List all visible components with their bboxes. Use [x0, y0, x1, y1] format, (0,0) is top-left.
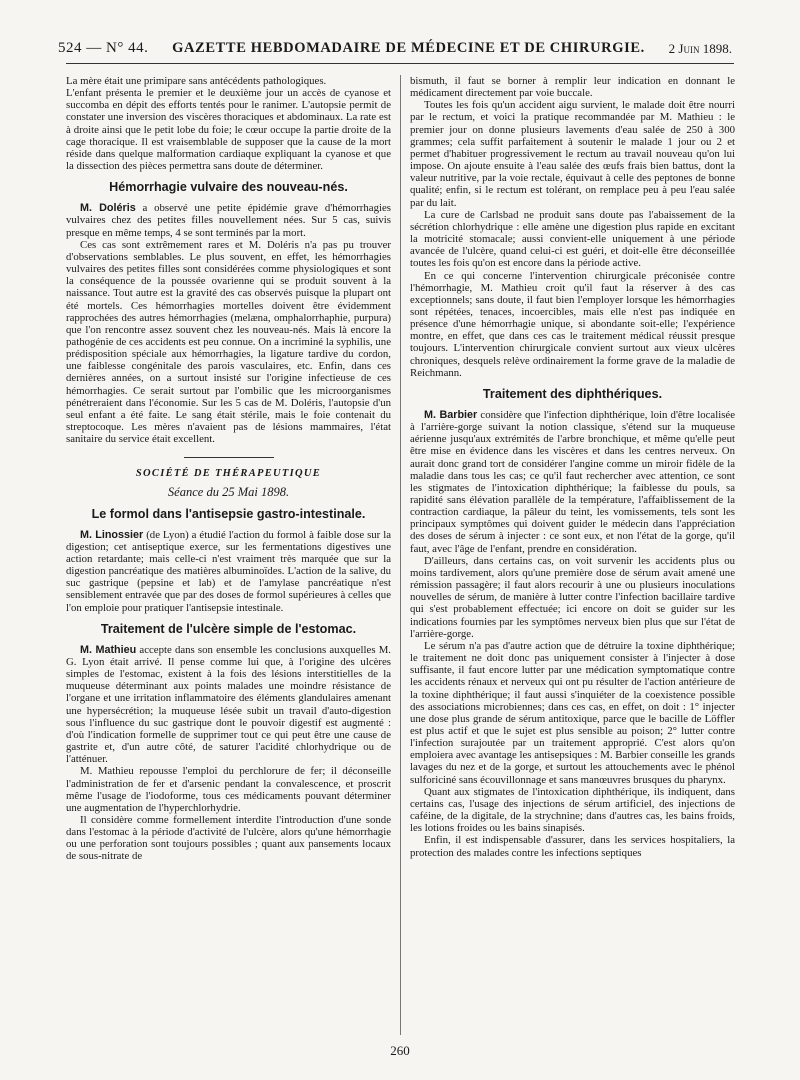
- paragraph: M. Mathieu repousse l'emploi du perchlorure de fer; il déconseille l'administration de fer et d'arsenic pendant la convalescence, et proscrit même l'usage de l'iodoforme, tous ces médicaments pouvant déterminer une augmentation de l'hyperchlorhydrie.: [66, 765, 391, 814]
- author-name: M. Barbier: [424, 408, 478, 421]
- issue-date: 2 Juin 1898.: [668, 41, 732, 56]
- running-header: [58, 35, 732, 57]
- seance-date: Séance du 25 Mai 1898.: [167, 484, 290, 499]
- journal-title: GAZETTE HEBDOMADAIRE DE MÉDECINE ET DE CHIRURGIE.: [172, 40, 645, 56]
- left-column: [66, 75, 391, 1037]
- section-title: Le formol dans l'antisepsie gastro-intestinale.: [91, 506, 366, 521]
- paragraph: Quant aux stigmates de l'intoxication diphthérique, ils indiquent, dans certains cas, l'usage des injections de sérum artificiel, des injections de caféine, de la digitale, de la strychnine; dans d'autres cas, les bains froids, les lotions froides ou les bains sinapisés.: [410, 785, 735, 835]
- paragraph: En ce qui concerne l'intervention chirurgicale préconisée contre l'hémorrhagie, M. Mathieu croit qu'il faut la réserver à des cas exceptionnels; sans doute, il faut bien l'employer lorsque les hémorrhagies sont répétées, tenaces, incoercibles, mais elle n'est pas indiquée en présence d'une hémorrhagie unique, si abondante soit-elle; l'expérience montre, en effet, que dans ces cas le traitement médical réussit presque toujours. L'intervention chirurgicale convient surtout aux vieux ulcères chroniques, desquels relève ordinairement la forme grave de la maladie de Reichmann.: [410, 269, 735, 379]
- section-title: Traitement des diphthériques.: [482, 386, 663, 401]
- paragraph: La cure de Carlsbad ne produit sans doute pas l'abaissement de la sécrétion chlorhydrique : elle amène une digestion plus rapide en excitant la motricité stomacale; aussi convient-elle uniquement à une période avancée de l'ulcère, quand celui-ci est guéri, et doit-elle être déconseillée toutes les fois qu'on est encore dans la période active.: [410, 208, 735, 270]
- paragraph: Ces cas sont extrêmement rares et M. Doléris n'a pas pu trouver d'observations semblables. Le plus souvent, en effet, les hémorrhagies vulvaires des petites filles sont considérées comme physiologiques et sont la conséquence de la poussée ovarienne qui se produit souvent à la naissance. Tout autre est la gravité des cas observés puisque la plupart ont été mortels. Ces hémorrhagies mortelles doivent être évidemment rapprochées des autres hémorrhagies (melæna, omphalorrhaphie, purpura) que l'on rencontre assez souvent chez les nouveau-nés. Mais là encore la pathogénie de ces accidents est peu connue. On a incriminé la syphilis, une prédisposition spéciale aux hémorrhagies, la ligature tardive du cordon, une faiblesse congénitale des parois vasculaires, etc. Enfin, dans ces dernières années, on a surtout insisté sur l'origine infectieuse de ces hémorrhagies. Ce serait surtout par l'ombilic que les microorganismes pénétreraient dans l'économie. Sur les 5 cas de M. Doléris, l'autopsie d'un seul enfant a été faite. Le sang était stérile, mais le foie contenait du streptocoque. Les mères n'avaient pas de lésions mammaires, l'état sanitaire du service était excellent.: [66, 238, 391, 446]
- paragraph: Toutes les fois qu'un accident aigu survient, le malade doit être nourri par le rectum, et voici la pratique recommandée par M. Mathieu : le premier jour on donne plusieurs lavements d'eau salée de 250 à 300 grammes; cela suffit parfaitement à soutenir le malade 1 jour ou 2 et permet d'habituer progressivement le rectum au travail nouveau qu'on lui impose. On ajoute ensuite à l'eau salée des œufs frais bien battus, dont la valeur nutritive, par la voie rectale, équivaut à celle des peptones de bonne qualité; enfin, si le rectum est tolérant, on remplace peu à peu l'eau salée par du lait.: [410, 99, 735, 209]
- column-divider: [400, 75, 401, 1035]
- paragraph: bismuth, il faut se borner à remplir leur indication en donnant le médicament directement par voie buccale.: [410, 75, 735, 100]
- paragraph: M. Barbier considère que l'infection diphthérique, loin d'être localisée à l'arrière-gorge suivant la notion classique, s'étend sur la muqueuse aérienne jusqu'aux extrémités de l'arbre bronchique, et même qu'elle peut être mise en évidence dans les viscères et dans les centres nerveux. On aurait donc grand tort de considérer l'angine comme un miroir fidèle de la maladie dans tous les cas; ce qu'il faut rechercher avec attention, ce sont les stigmates de l'intoxication diphthérique; la faiblesse du pouls, sa rapidité sans élévation parallèle de la température, l'affaiblissement de la contraction cardiaque, la pâleur du teint, les vomissements, tels sont les principaux symptômes qui doivent guider le médecin dans l'appréciation des doses de sérum à injecter : ce sont eux, et non l'état de la gorge, qu'il faut, avec l'âge de l'enfant, prendre en considération.: [410, 408, 735, 555]
- paragraph: D'ailleurs, dans certains cas, on voit survenir les accidents plus ou moins tardivement, alors qu'une première dose de sérum avait amené une rémission passagère; il faut alors recourir à une ou plusieurs inoculations nouvelles de sérum, de manière à lutter contre l'infection bacillaire tardive qui s'est probablement effectuée; ici encore on doit se guider sur les indications fournies par les symptômes nerveux bien plus que sur l'état de l'arrière-gorge.: [410, 554, 735, 640]
- section-divider: [184, 457, 274, 458]
- paragraph: Enfin, il est indispensable d'assurer, dans les services hospitaliers, la protection des malades contre les infections septiques: [410, 834, 735, 859]
- paragraph: L'enfant présenta le premier et le deuxième jour un accès de cyanose et succomba en dépit des efforts tentés pour le ranimer. L'autopsie permit de constater une inversion des viscères thoraciques et abdominaux. La rate est à droite ainsi que le petit lobe du foie; le cœur occupe la partie droite de la cage thoracique. Il est vraisemblable de supposer que la cause de la mort réside dans quelque malformation cardiaque expliquant la cyanose et que la dissection des pièces permettra sans doute de déterminer.: [66, 87, 391, 173]
- society-heading: SOCIÉTÉ DE THÉRAPEUTIQUE: [135, 468, 322, 480]
- paragraph: Il considère comme formellement interdite l'introduction d'une sonde dans l'estomac à la période d'activité de l'ulcère, alors qu'une hémorrhagie ou une perforation sont toujours possibles ; quant aux pansements locaux de sous-nitrate de: [66, 813, 391, 863]
- section-title: Traitement de l'ulcère simple de l'estomac.: [100, 621, 357, 636]
- author-name: M. Mathieu: [80, 643, 137, 656]
- right-column: [410, 75, 735, 1035]
- author-name: M. Linossier: [80, 528, 144, 541]
- paragraph: M. Linossier (de Lyon) a étudié l'action du formol à faible dose sur la digestion; cet antiseptique exerce, sur les fermentations digestives une action retardante; mais celle-ci n'est vraiment très marquée que sur la digestion pancréatique des matières albuminoïdes. L'action de la salive, du suc gastrique (pepsine et lab) et de l'amylase pancréatique n'est sensiblement entravée que par des doses de formol supérieures à celles que l'on emploie pour pratiquer l'antisepsie intestinale.: [66, 528, 391, 614]
- section-title: Hémorrhagie vulvaire des nouveau-nés.: [109, 180, 348, 195]
- paragraph: M. Mathieu accepte dans son ensemble les conclusions auxquelles M. G. Lyon était arrivé. Il pense comme lui que, à l'origine des ulcères simples de l'estomac, existent à la fois des lésions interstitielles de la muqueuse déterminant aux points malades une moindre résistance de l'organe et une irritation inflammatoire des éléments glandulaires amenant une hypersécrétion; la muqueuse lésée subit un travail d'auto-digestion sous l'influence du suc gastrique dont le pouvoir digestif est augmenté : d'où l'indication formelle de supprimer tout ce qui peut être une cause de gastrite et, d'un autre côté, de saturer l'acidité chlorhydrique ou de l'atténuer.: [66, 643, 391, 766]
- paragraph: Le sérum n'a pas d'autre action que de détruire la toxine diphthérique; le traitement ne doit donc pas uniquement consister à l'injecter à dose suffisante, il faut encore lutter par une médication symptomatique contre les accidents rénaux et nerveux qui ont pu résulter de l'action antérieure de la toxine diphthérique; il faut aussi s'inquiéter de la coexistence possible des associations microbiennes; dans ces cas, en effet, on doit : 1° injecter une dose plus grande de sérum antitoxique, parce que le bacille de Löffler est plus actif et que le sujet est plus sensible au poison; 2° lutter contre l'infection surajoutée par un traitement approprié. C'est alors qu'on emploiera avec avantage les antisepsiques : M. Barbier conseille les grands lavages du nez et de la gorge, et surtout les attouchements avec le phénol sulforiciné sans écouvillonnage et sans manœuvres brusques du pharynx.: [410, 639, 735, 786]
- page-folio: 260: [390, 1043, 410, 1058]
- paragraph: La mère était une primipare sans antécédents pathologiques.: [66, 75, 327, 87]
- header-rule: [66, 63, 734, 64]
- page-number-issue: 524 — N° 44.: [58, 40, 149, 56]
- author-name: M. Doléris: [80, 202, 136, 215]
- paragraph: M. Doléris a observé une petite épidémie grave d'hémorrhagies vulvaires chez des petites filles nouvellement nées. Sur 5 cas, suivis presque en même temps, 4 se sont terminés par la mort.: [66, 202, 391, 239]
